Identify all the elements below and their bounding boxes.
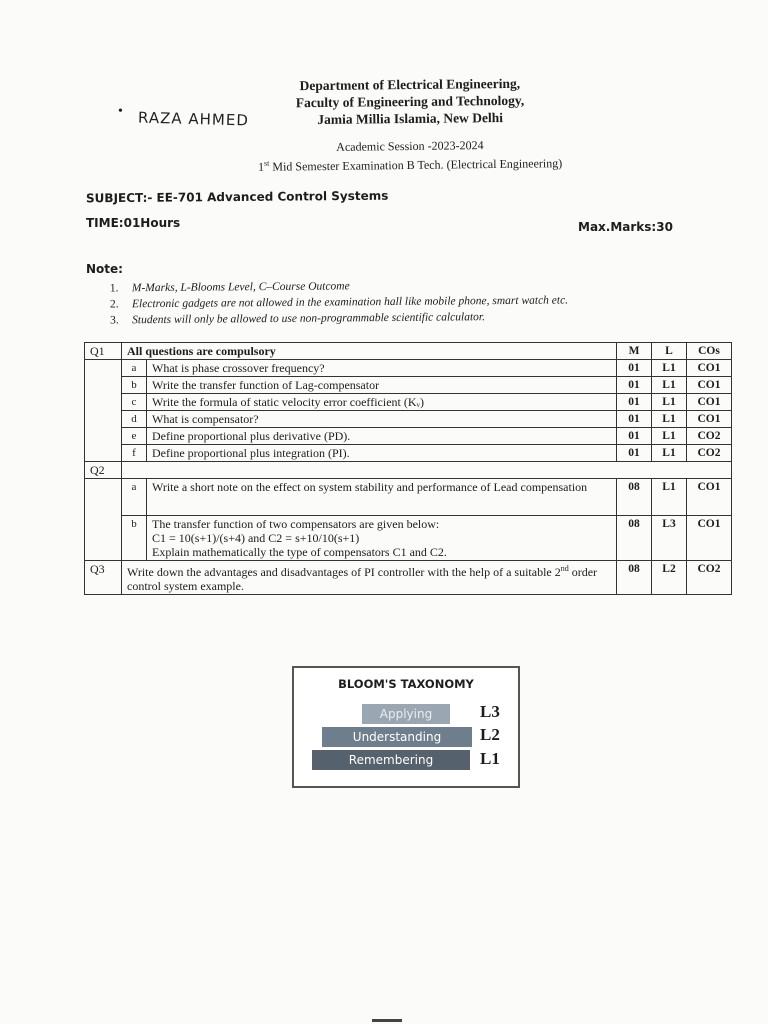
- co-cell: CO1: [687, 377, 732, 394]
- question-text: Write the formula of static velocity error coefficient (Kᵥ): [147, 394, 617, 411]
- bloom-level-bar: Remembering: [312, 750, 470, 770]
- ink-dot: •: [118, 104, 123, 119]
- question-text: What is compensator?: [147, 411, 617, 428]
- sub-question-letter: a: [122, 479, 147, 516]
- marks-cell: 01: [617, 377, 652, 394]
- question-text: Define proportional plus derivative (PD).: [147, 428, 617, 445]
- department-header: [200, 74, 621, 129]
- notes-list: [110, 276, 670, 329]
- header-line-2: Faculty of Engineering and Technology,: [295, 92, 525, 111]
- q2b-line-1: The transfer function of two compensators are given below:: [152, 517, 440, 531]
- note-text: M-Marks, L-Blooms Level, C–Course Outcome: [131, 280, 350, 295]
- marks-cell: 01: [617, 360, 652, 377]
- bloom-level-code: L2: [480, 725, 500, 744]
- sub-question-letter: e: [122, 428, 147, 445]
- question-text: Write a short note on the effect on system stability and performance of Lead compensation: [147, 479, 617, 516]
- table-row: [85, 394, 732, 411]
- sub-question-letter: b: [122, 377, 147, 394]
- note-number: 1.: [109, 282, 119, 295]
- exam-title: [200, 151, 620, 175]
- sub-question-letter: b: [122, 516, 147, 561]
- bloom-level-bar: Applying: [362, 704, 450, 724]
- bloom-level-code: L1: [480, 749, 500, 768]
- q3-text-after: order control system example.: [127, 565, 598, 593]
- q2b-line-3: Explain mathematically the type of compensators C1 and C2.: [152, 545, 447, 559]
- co-cell: CO1: [687, 360, 732, 377]
- academic-session: Academic Session -2023-2024: [336, 138, 484, 154]
- questions-table: [84, 342, 732, 595]
- max-marks: Max.Marks:30: [578, 220, 673, 234]
- co-cell: CO2: [687, 445, 732, 462]
- level-cell: L3: [652, 516, 687, 561]
- question-number: Q3: [85, 561, 122, 595]
- co-cell: CO1: [687, 479, 732, 516]
- marks-cell: 08: [617, 516, 652, 561]
- level-cell: L1: [652, 445, 687, 462]
- table-row: [85, 561, 732, 595]
- q1-heading: All questions are compulsory: [122, 343, 617, 360]
- table-row: [85, 360, 732, 377]
- q2-spacer: [85, 479, 122, 561]
- table-header-row: [85, 343, 732, 360]
- header-line-3: Jamia Millia Islamia, New Delhi: [317, 110, 504, 127]
- co-cell: CO2: [687, 428, 732, 445]
- marks-cell: 01: [617, 428, 652, 445]
- marks-cell: 01: [617, 445, 652, 462]
- co-cell: CO1: [687, 394, 732, 411]
- exam-ordinal-suffix: st: [263, 158, 270, 168]
- question-number: Q1: [85, 343, 122, 360]
- q1-spacer: [85, 360, 122, 462]
- level-cell: L1: [652, 479, 687, 516]
- header-line-1: Department of Electrical Engineering,: [299, 75, 521, 94]
- col-marks-header: M: [617, 343, 652, 360]
- table-row: [85, 462, 732, 479]
- table-row: [85, 445, 732, 462]
- note-number: 3.: [110, 314, 119, 327]
- exam-title-rest: Mid Semester Examination B Tech. (Electrical Engineering): [269, 156, 563, 174]
- marks-cell: 08: [617, 479, 652, 516]
- scan-mark: [372, 1019, 402, 1022]
- question-text: What is phase crossover frequency?: [147, 360, 617, 377]
- note-number: 2.: [109, 298, 119, 311]
- q3-superscript: nd: [560, 564, 569, 573]
- sub-question-letter: f: [122, 445, 147, 462]
- table-row: [85, 377, 732, 394]
- blooms-taxonomy-figure: [292, 666, 520, 788]
- table-row: [85, 428, 732, 445]
- note-label: Note:: [86, 262, 123, 276]
- table-row: [85, 411, 732, 428]
- marks-cell: 08: [617, 561, 652, 595]
- col-cos-header: COs: [687, 343, 732, 360]
- level-cell: L1: [652, 377, 687, 394]
- note-text: Students will only be allowed to use non-programmable scientific calculator.: [132, 311, 486, 327]
- subject-line: SUBJECT:- EE-701 Advanced Control Systems: [85, 188, 389, 206]
- table-row: [85, 516, 732, 561]
- handwritten-name: RAZA AHMED: [137, 108, 250, 130]
- level-cell: L1: [652, 360, 687, 377]
- sub-question-letter: c: [122, 394, 147, 411]
- co-cell: CO2: [687, 561, 732, 595]
- marks-cell: 01: [617, 411, 652, 428]
- q3-text-before: Write down the advantages and disadvantages of PI controller with the help of a suitable 2: [127, 565, 561, 579]
- co-cell: CO1: [687, 516, 732, 561]
- level-cell: L1: [652, 394, 687, 411]
- blooms-title: BLOOM'S TAXONOMY: [338, 677, 474, 691]
- session-block: [200, 135, 620, 175]
- sub-question-letter: d: [122, 411, 147, 428]
- bloom-level-code: L3: [480, 702, 500, 721]
- question-text: Write the transfer function of Lag-compensator: [147, 377, 617, 394]
- note-text: Electronic gadgets are not allowed in the examination hall like mobile phone, smart watch etc.: [131, 294, 569, 311]
- level-cell: L1: [652, 428, 687, 445]
- question-text: [122, 561, 617, 595]
- col-level-header: L: [652, 343, 687, 360]
- table-row: [85, 479, 732, 516]
- level-cell: L1: [652, 411, 687, 428]
- level-cell: L2: [652, 561, 687, 595]
- co-cell: CO1: [687, 411, 732, 428]
- question-number: Q2: [85, 462, 122, 479]
- question-text: [147, 516, 617, 561]
- time-line: TIME:01Hours: [86, 216, 181, 230]
- q2-blank-row: [122, 462, 732, 479]
- bloom-level-bar: Understanding: [322, 727, 472, 747]
- question-text: Define proportional plus integration (PI).: [147, 445, 617, 462]
- q2b-line-2: C1 = 10(s+1)/(s+4) and C2 = s+10/10(s+1): [152, 531, 360, 545]
- exam-ordinal: 1: [257, 159, 265, 174]
- sub-question-letter: a: [122, 360, 147, 377]
- marks-cell: 01: [617, 394, 652, 411]
